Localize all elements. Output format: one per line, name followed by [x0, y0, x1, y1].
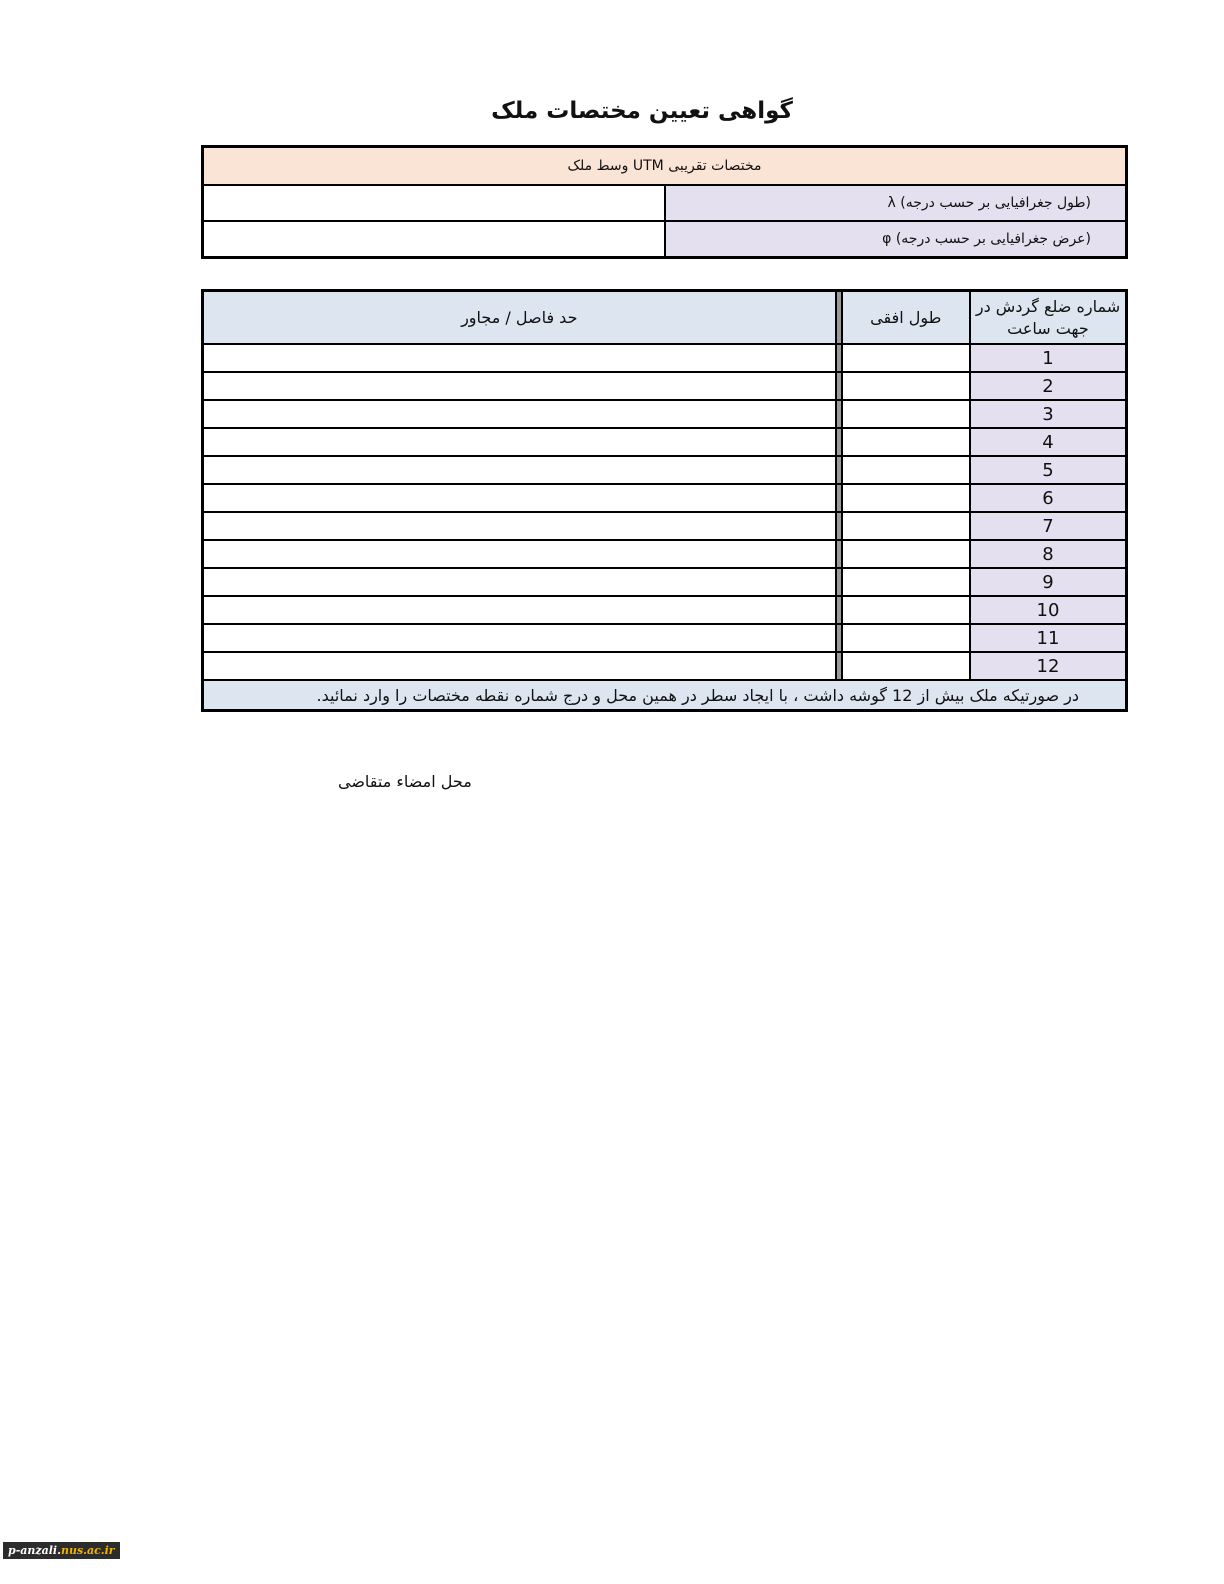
- table-row: [203, 344, 1127, 372]
- side-number-cell: 10: [970, 596, 1127, 624]
- length-cell[interactable]: [842, 400, 970, 428]
- side-number-column-header: شماره ضلع گردش در جهت ساعت: [970, 291, 1127, 345]
- side-number-cell: 8: [970, 540, 1127, 568]
- side-number-cell: 12: [970, 652, 1127, 680]
- length-cell[interactable]: [842, 372, 970, 400]
- boundary-cell[interactable]: [203, 372, 836, 400]
- table-row: [203, 484, 1127, 512]
- utm-coordinates-table: [201, 145, 1128, 259]
- side-number-cell: 1: [970, 344, 1127, 372]
- table-row: [203, 568, 1127, 596]
- table-row: [203, 428, 1127, 456]
- table-row: [203, 652, 1127, 680]
- side-number-cell: 6: [970, 484, 1127, 512]
- side-number-cell: 7: [970, 512, 1127, 540]
- table-row: [203, 596, 1127, 624]
- length-cell[interactable]: [842, 596, 970, 624]
- boundary-cell[interactable]: [203, 596, 836, 624]
- length-cell[interactable]: [842, 344, 970, 372]
- boundary-cell[interactable]: [203, 456, 836, 484]
- length-cell[interactable]: [842, 652, 970, 680]
- utm-header: مختصات تقریبی UTM وسط ملک: [203, 147, 1127, 186]
- length-column-header: طول افقی: [842, 291, 970, 345]
- boundary-cell[interactable]: [203, 652, 836, 680]
- side-number-cell: 4: [970, 428, 1127, 456]
- boundary-cell[interactable]: [203, 568, 836, 596]
- watermark-accent: nus.ac.ir: [60, 1544, 115, 1557]
- sides-header-row: [203, 291, 1127, 345]
- boundary-cell[interactable]: [203, 624, 836, 652]
- page-title: گواهی تعیین مختصات ملک: [491, 98, 793, 124]
- watermark: [3, 1542, 120, 1559]
- watermark-prefix: p-anzali.: [8, 1544, 61, 1557]
- latitude-label: (عرض جغرافیایی بر حسب درجه) φ: [665, 221, 1127, 258]
- length-cell[interactable]: [842, 540, 970, 568]
- length-cell[interactable]: [842, 456, 970, 484]
- sides-table: [201, 289, 1128, 712]
- length-cell[interactable]: [842, 624, 970, 652]
- note-text: در صورتیکه ملک بیش از 12 گوشه داشت ، با ایجاد سطر در همین محل و درج شماره نقطه مختصات را وارد نمائید.: [203, 680, 1127, 711]
- table-row: [203, 624, 1127, 652]
- boundary-cell[interactable]: [203, 400, 836, 428]
- boundary-cell[interactable]: [203, 428, 836, 456]
- table-row: [203, 540, 1127, 568]
- boundary-cell[interactable]: [203, 512, 836, 540]
- side-number-cell: 11: [970, 624, 1127, 652]
- side-number-cell: 3: [970, 400, 1127, 428]
- applicant-signature-label: محل امضاء متقاضی: [338, 772, 472, 791]
- boundary-column-header: حد فاصل / مجاور: [203, 291, 836, 345]
- length-cell[interactable]: [842, 512, 970, 540]
- longitude-value-cell[interactable]: [203, 185, 665, 221]
- boundary-cell[interactable]: [203, 344, 836, 372]
- length-cell[interactable]: [842, 568, 970, 596]
- side-number-cell: 5: [970, 456, 1127, 484]
- table-row: [203, 456, 1127, 484]
- length-cell[interactable]: [842, 484, 970, 512]
- boundary-cell[interactable]: [203, 484, 836, 512]
- side-number-cell: 2: [970, 372, 1127, 400]
- longitude-label: (طول جغرافیایی بر حسب درجه) λ: [665, 185, 1127, 221]
- side-number-cell: 9: [970, 568, 1127, 596]
- note-row: [203, 680, 1127, 711]
- table-row: [203, 372, 1127, 400]
- table-row: [203, 400, 1127, 428]
- length-cell[interactable]: [842, 428, 970, 456]
- boundary-cell[interactable]: [203, 540, 836, 568]
- latitude-value-cell[interactable]: [203, 221, 665, 258]
- table-row: [203, 512, 1127, 540]
